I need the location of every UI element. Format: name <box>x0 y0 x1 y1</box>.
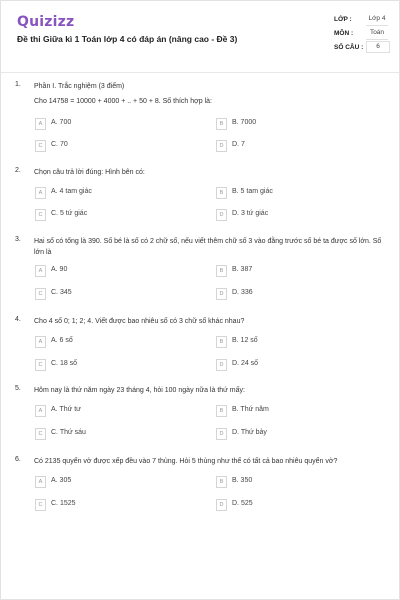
option-letter-box: A <box>35 405 46 417</box>
option-letter-box: B <box>216 118 227 130</box>
option-letter-box: D <box>216 209 227 221</box>
meta-class-label: LỚP : <box>334 16 352 23</box>
question-number: 6. <box>15 456 21 463</box>
option-text: D. Thứ bảy <box>232 429 267 436</box>
option-text: D. 3 tứ giác <box>232 210 269 217</box>
option-letter-box: C <box>35 140 46 152</box>
option-letter-box: D <box>216 499 227 511</box>
option-letter-box: C <box>35 359 46 371</box>
worksheet-meta <box>334 13 390 55</box>
option-letter-box: B <box>216 265 227 277</box>
option-letter-box: D <box>216 288 227 300</box>
option-text: A. 700 <box>51 119 72 126</box>
meta-class-row <box>334 13 390 27</box>
option-text: B. Thứ năm <box>232 406 269 413</box>
option-letter-box: C <box>35 288 46 300</box>
option-text: C. Thứ sáu <box>51 429 86 436</box>
option-letter-box: A <box>35 336 46 348</box>
option-text: D. 24 số <box>232 360 259 367</box>
option-letter-box: B <box>216 336 227 348</box>
question-text: Phần I. Trắc nghiệm (3 điểm) <box>34 83 125 90</box>
option-letter-box: D <box>216 140 227 152</box>
option-letter-box: B <box>216 405 227 417</box>
meta-subject-label: MÔN : <box>334 30 354 37</box>
option-letter-box: A <box>35 265 46 277</box>
option-text: B. 5 tam giác <box>232 188 273 195</box>
option-text: B. 350 <box>232 477 253 484</box>
option-text: A. 305 <box>51 477 72 484</box>
worksheet-header <box>1 1 399 71</box>
question-text: Cho 4 số 0; 1; 2; 4. Viết được bao nhiêu số có 3 chữ số khác nhau? <box>34 318 245 325</box>
option-text: D. 525 <box>232 500 253 507</box>
option-text: A. 90 <box>51 266 68 273</box>
meta-count-label: SỐ CÂU : <box>334 44 364 51</box>
question-text: Hai số có tổng là 390. Số bé là số có 2 chữ số, nếu viết thêm chữ số 3 vào đằng trước số bé ta được số lớn. Số lớn là <box>34 238 382 256</box>
option-letter-box: D <box>216 428 227 440</box>
option-text: B. 12 số <box>232 337 258 344</box>
quizizz-logo: Quizizz <box>17 14 75 30</box>
meta-count-row <box>334 41 390 55</box>
meta-count-value: 6 <box>366 41 390 53</box>
option-text: D. 336 <box>232 289 253 296</box>
meta-class-value: Lớp 4 <box>366 13 388 26</box>
option-text: B. 7000 <box>232 119 257 126</box>
meta-subject-row <box>334 27 390 41</box>
question-number: 5. <box>15 385 21 392</box>
option-letter-box: A <box>35 476 46 488</box>
option-letter-box: B <box>216 476 227 488</box>
question-number: 2. <box>15 167 21 174</box>
option-text: A. 6 số <box>51 337 73 344</box>
option-letter-box: C <box>35 499 46 511</box>
question-number: 3. <box>15 236 21 243</box>
option-text: B. 387 <box>232 266 253 273</box>
option-letter-box: C <box>35 428 46 440</box>
option-letter-box: A <box>35 187 46 199</box>
question-text: Có 2135 quyển vở được xếp đều vào 7 thùng. Hỏi 5 thùng như thế có tất cả bao nhiêu quyển vở? <box>34 458 338 465</box>
option-letter-box: B <box>216 187 227 199</box>
question-text: Chọn câu trả lời đúng: Hình bên có: <box>34 169 145 176</box>
option-letter-box: C <box>35 209 46 221</box>
meta-subject-value: Toán <box>366 27 388 40</box>
worksheet-title: Đề thi Giữa kì 1 Toán lớp 4 có đáp án (nâng cao - Đề 3) <box>17 34 238 44</box>
question-text: Hôm nay là thứ năm ngày 23 tháng 4, hỏi 100 ngày nữa là thứ mấy: <box>34 387 245 394</box>
option-text: D. 7 <box>232 141 245 148</box>
option-text: C. 18 số <box>51 360 78 367</box>
option-letter-box: A <box>35 118 46 130</box>
question-number: 4. <box>15 316 21 323</box>
option-letter-box: D <box>216 359 227 371</box>
option-text: C. 5 tứ giác <box>51 210 88 217</box>
option-text: C. 1525 <box>51 500 76 507</box>
question-number: 1. <box>15 81 21 88</box>
header-divider <box>1 72 399 73</box>
question-subtext: Cho 14758 = 10000 + 4000 + .. + 50 + 8. Số thích hợp là: <box>34 98 212 105</box>
option-text: A. 4 tam giác <box>51 188 92 195</box>
option-text: C. 70 <box>51 141 68 148</box>
option-text: C. 345 <box>51 289 72 296</box>
option-text: A. Thứ tư <box>51 406 81 413</box>
